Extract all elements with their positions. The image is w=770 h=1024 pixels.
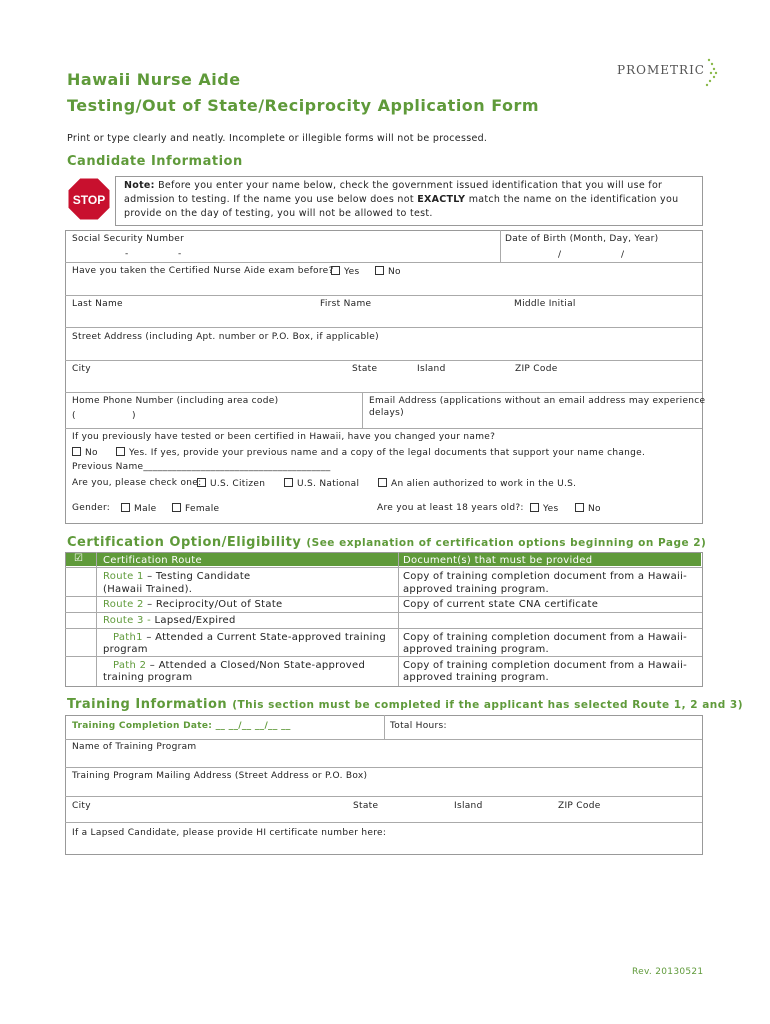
last-name-label: Last Name — [72, 299, 123, 309]
form-title-line2: Testing/Out of State/Reciprocity Application Form — [67, 96, 540, 115]
route2-checkbox[interactable] — [66, 597, 96, 612]
email-input[interactable] — [410, 408, 698, 426]
checkbox[interactable] — [172, 503, 181, 512]
checked-box-icon: ☑ — [74, 553, 84, 564]
exam-before-no[interactable]: No — [375, 266, 401, 277]
gender-male[interactable]: Male — [121, 503, 157, 514]
path2-doc-cont: approved training program. — [403, 672, 550, 683]
alien-option[interactable]: An alien authorized to work in the U.S. — [378, 478, 576, 489]
lapsed-certificate-label: If a Lapsed Candidate, please provide HI certificate number here: — [72, 828, 387, 838]
training-heading: Training Information (This section must be completed if the applicant has selected Route 1, 2 and 3) — [67, 697, 744, 712]
path1-doc-cont: approved training program. — [403, 644, 550, 655]
age-yes[interactable]: Yes — [530, 503, 558, 514]
gender-female[interactable]: Female — [172, 503, 219, 514]
phone-paren: ( — [72, 411, 76, 421]
col-documents: Document(s) that must be provided — [403, 555, 593, 566]
age-no[interactable]: No — [575, 503, 601, 514]
training-zip-label: ZIP Code — [558, 801, 601, 811]
dob-separator: / — [558, 250, 562, 260]
checkbox[interactable] — [331, 266, 340, 275]
path2-checkbox[interactable] — [66, 657, 96, 685]
checkbox[interactable] — [575, 503, 584, 512]
note-line2: admission to testing. If the name you use below does not EXACTLY match the name on the identification you — [124, 194, 679, 205]
route2-label: Route 2 – Reciprocity/Out of State — [103, 599, 283, 610]
dob-separator: / — [621, 250, 625, 260]
email-label-cont: delays) — [369, 408, 404, 418]
logo-mark-icon — [703, 57, 719, 87]
name-changed-question: If you previously have tested or been certified in Hawaii, have you changed your name? — [72, 432, 496, 442]
age-question: Are you at least 18 years old?: — [377, 503, 524, 513]
instructions: Print or type clearly and neatly. Incomplete or illegible forms will not be processed. — [67, 133, 488, 144]
home-phone-label: Home Phone Number (including area code) — [72, 396, 279, 406]
ssn-input[interactable] — [100, 246, 210, 260]
candidate-heading: Candidate Information — [67, 154, 243, 169]
name-changed-no[interactable]: No — [72, 447, 98, 458]
training-address-input[interactable] — [66, 810, 700, 821]
path2-label: Path 2 – Attended a Closed/Non State-approved — [113, 660, 366, 671]
training-completion-date[interactable]: Training Completion Date: __ __/__ __/__ __ — [72, 721, 291, 731]
gender-label: Gender: — [72, 503, 111, 513]
ssn-separator: - — [178, 249, 182, 259]
previous-name-field[interactable]: Previous Name_______________________________________ — [72, 462, 331, 472]
checkbox[interactable] — [197, 478, 206, 487]
training-state-label: State — [353, 801, 379, 811]
name-changed-yes[interactable]: Yes. If yes, provide your previous name and a copy of the legal documents that support your name change. — [116, 447, 645, 458]
route2-doc: Copy of current state CNA certificate — [403, 599, 599, 610]
route1-checkbox[interactable] — [66, 568, 96, 596]
checkbox[interactable] — [530, 503, 539, 512]
us-citizen-option[interactable]: U.S. Citizen — [197, 478, 265, 489]
path2-doc: Copy of training completion document from a Hawaii- — [403, 660, 688, 671]
exam-before-question: Have you taken the Certified Nurse Aide exam before? — [72, 266, 334, 276]
route1-doc-cont: approved training program. — [403, 584, 550, 595]
training-city-label: City — [72, 801, 91, 811]
email-label: Email Address (applications without an email address may experience — [369, 396, 706, 406]
exam-before-yes[interactable]: Yes — [331, 266, 359, 277]
dob-input[interactable] — [520, 246, 670, 260]
name-input[interactable] — [66, 310, 700, 326]
street-label: Street Address (including Apt. number or P.O. Box, if applicable) — [72, 332, 379, 342]
checkbox[interactable] — [378, 478, 387, 487]
svg-text:STOP: STOP — [72, 193, 106, 207]
lapsed-certificate-input[interactable] — [370, 826, 698, 850]
city-label: City — [72, 364, 91, 374]
training-program-name-input[interactable] — [66, 753, 700, 766]
state-label: State — [352, 364, 378, 374]
path2-label-cont: training program — [103, 672, 193, 683]
total-hours-label: Total Hours: — [390, 721, 447, 731]
certification-heading: Certification Option/Eligibility (See explanation of certification options beginning on Page 2) — [67, 535, 707, 550]
path1-doc: Copy of training completion document from a Hawaii- — [403, 632, 688, 643]
route1-label: Route 1 – Testing Candidate — [103, 571, 251, 582]
route3-label: Route 3 - Lapsed/Expired — [103, 615, 236, 626]
revision-label: Rev. 20130521 — [632, 967, 704, 977]
checkbox[interactable] — [116, 447, 125, 456]
note-line1: Note: Before you enter your name below, check the government issued identification that you will use for — [124, 180, 663, 191]
note-line3: provide on the day of testing, you will not be allowed to test. — [124, 208, 433, 219]
path1-checkbox[interactable] — [66, 629, 96, 656]
island-label: Island — [417, 364, 446, 374]
phone-input[interactable] — [78, 408, 358, 424]
prometric-logo — [617, 63, 705, 77]
col-certification-route: Certification Route — [103, 555, 202, 566]
route3-checkbox[interactable] — [66, 613, 96, 628]
training-island-label: Island — [454, 801, 483, 811]
checkbox[interactable] — [284, 478, 293, 487]
route1-doc: Copy of training completion document from a Hawaii- — [403, 571, 688, 582]
citizen-question: Are you, please check one: — [72, 478, 202, 488]
checkbox[interactable] — [72, 447, 81, 456]
training-mailing-address-input[interactable] — [66, 782, 700, 795]
street-input[interactable] — [66, 343, 700, 359]
ssn-separator: - — [125, 249, 129, 259]
first-name-label: First Name — [320, 299, 372, 309]
stop-sign-icon — [67, 177, 111, 221]
checkbox[interactable] — [121, 503, 130, 512]
training-mailing-address-label: Training Program Mailing Address (Street Address or P.O. Box) — [72, 771, 368, 781]
dob-label: Date of Birth (Month, Day, Year) — [505, 234, 659, 244]
training-program-name-label: Name of Training Program — [72, 742, 197, 752]
path1-label: Path1 – Attended a Current State-approved training — [113, 632, 387, 643]
logo-text: PROMETRIC — [617, 63, 705, 77]
us-national-option[interactable]: U.S. National — [284, 478, 359, 489]
route1-label-cont: (Hawaii Trained). — [103, 584, 193, 595]
form-title-line1: Hawaii Nurse Aide — [67, 70, 241, 89]
checkbox[interactable] — [375, 266, 384, 275]
zip-label: ZIP Code — [515, 364, 558, 374]
ssn-label: Social Security Number — [72, 234, 185, 244]
phone-paren: ) — [132, 411, 136, 421]
path1-label-cont: program — [103, 644, 148, 655]
address-input[interactable] — [66, 375, 700, 391]
total-hours-input[interactable] — [450, 718, 698, 736]
middle-initial-label: Middle Initial — [514, 299, 576, 309]
